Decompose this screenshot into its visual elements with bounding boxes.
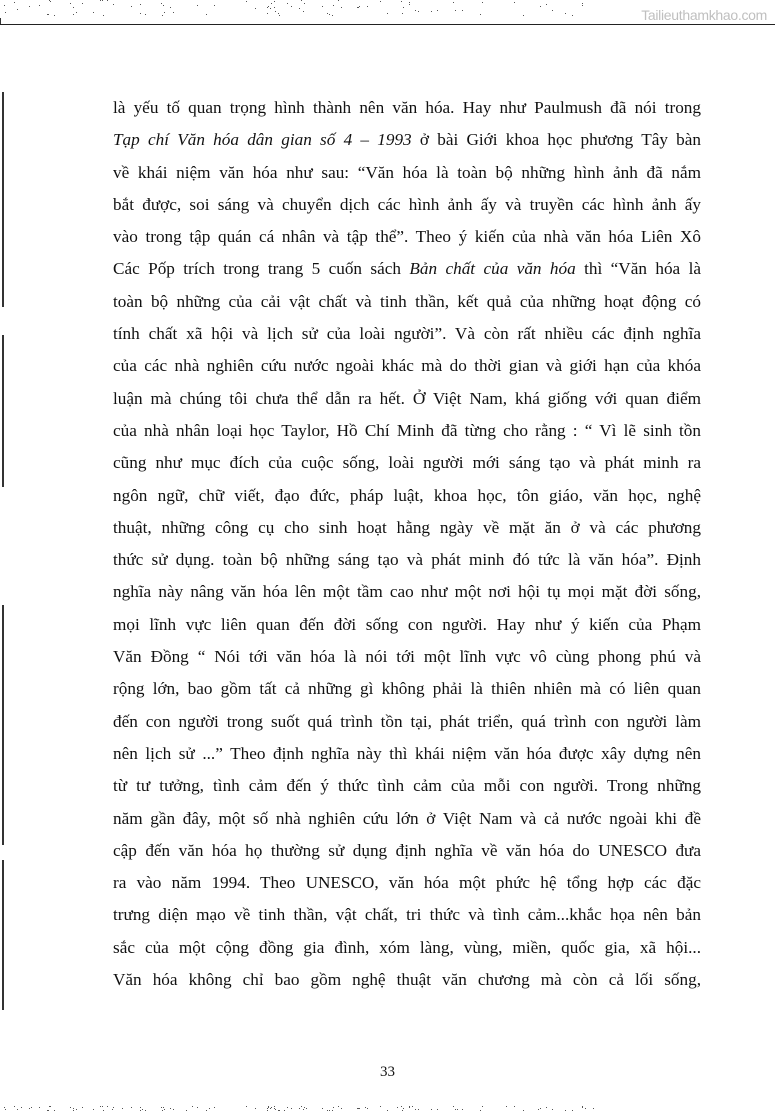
text-line: thức sử dụng. toàn bộ những sáng tạo và phát minh đó tức là văn hóa”. Định — [113, 550, 701, 570]
scan-speckle — [523, 1110, 524, 1111]
scan-speckle — [299, 8, 300, 9]
scan-speckle — [5, 12, 6, 13]
scan-speckle — [387, 13, 388, 14]
scan-speckle — [409, 2, 410, 3]
book-title: Bản chất của văn hóa — [409, 259, 576, 279]
scan-speckle — [246, 1, 247, 2]
scan-speckle — [455, 10, 456, 11]
scan-speckle — [209, 1108, 210, 1109]
scan-speckle — [113, 4, 114, 5]
scan-speckle — [173, 1109, 174, 1110]
scan-speckle — [70, 1107, 71, 1108]
scan-speckle — [4, 5, 5, 6]
scan-speckle — [162, 1110, 163, 1111]
scan-margin-line — [2, 860, 4, 1010]
scan-speckle — [402, 1110, 403, 1111]
scan-speckle — [76, 12, 77, 13]
scan-speckle — [268, 1107, 269, 1108]
scan-speckle — [457, 1109, 458, 1110]
scan-speckle — [246, 1106, 247, 1107]
scan-speckle — [271, 1107, 272, 1108]
scan-speckle — [29, 6, 30, 7]
text-line: thuật, những công cụ cho sinh hoạt hằng ngày về mặt ăn ở và các phương — [113, 517, 701, 537]
text-line: ngôn ngữ, chữ viết, đạo đức, pháp luật, khoa học, tôn giáo, văn học, nghệ — [113, 485, 701, 505]
scan-speckle — [21, 1107, 22, 1108]
scan-margin-line — [2, 92, 4, 307]
scan-speckle — [73, 1110, 74, 1111]
scan-speckle — [100, 0, 101, 1]
scan-speckle — [480, 14, 481, 15]
scan-speckle — [482, 1106, 483, 1107]
scan-speckle — [93, 1109, 94, 1110]
scan-speckle — [401, 1106, 402, 1107]
scan-speckle — [291, 6, 292, 7]
scan-speckle — [47, 14, 48, 15]
scan-speckle — [397, 1107, 398, 1108]
scan-speckle — [333, 5, 334, 6]
scan-speckle — [322, 6, 323, 7]
text-line: Văn hóa không chỉ bao gồm nghệ thuật văn chương mà còn cả lối sống, — [113, 970, 701, 990]
scan-speckle — [359, 1108, 360, 1109]
scan-speckle — [409, 1107, 410, 1108]
scan-speckle — [538, 1109, 539, 1110]
scan-speckle — [192, 1106, 193, 1107]
scan-speckle — [142, 1109, 143, 1110]
scan-speckle — [304, 1107, 305, 1108]
scan-speckle — [303, 11, 304, 12]
scan-margin-line — [2, 335, 4, 487]
scan-speckle — [582, 5, 583, 6]
text-line: sắc của một cộng đồng gia đình, xóm làng, vùng, miền, quốc gia, xã hội... — [113, 937, 701, 957]
scan-speckle — [274, 1106, 275, 1107]
scan-speckle — [329, 14, 330, 15]
scan-speckle — [93, 12, 94, 13]
scan-speckle — [102, 1106, 103, 1107]
scan-speckle — [401, 1, 402, 2]
scan-speckle — [29, 1108, 30, 1109]
scan-speckle — [164, 12, 165, 13]
scan-speckle — [338, 0, 339, 1]
scan-speckle — [267, 1110, 268, 1111]
scan-speckle — [329, 1110, 330, 1111]
scan-speckle — [31, 1107, 32, 1108]
text-line: của nhà nhân loại học Taylor, Hồ Chí Minh đã từng cho rằng : “ Vì lẽ sinh tồn — [113, 420, 701, 440]
text-line: toàn bộ những của cải vật chất và tinh thần, kết quả của những hoạt động có — [113, 291, 701, 311]
scan-speckle — [47, 1110, 48, 1111]
scan-speckle — [112, 1109, 113, 1110]
scan-speckle — [415, 1109, 416, 1110]
scan-speckle — [255, 1108, 256, 1109]
scan-speckle — [48, 14, 49, 15]
scan-speckle — [327, 1110, 328, 1111]
scan-speckle — [170, 1108, 171, 1109]
scan-speckle — [565, 13, 566, 14]
scan-speckle — [5, 1109, 6, 1110]
scan-speckle — [145, 1110, 146, 1111]
scan-speckle — [267, 7, 268, 8]
scan-speckle — [14, 2, 15, 3]
scan-speckle — [197, 1107, 198, 1108]
scan-speckle — [304, 3, 305, 4]
scan-speckle — [275, 1109, 276, 1110]
scan-speckle — [76, 1109, 77, 1110]
scan-speckle — [275, 11, 276, 12]
scan-speckle — [267, 1108, 268, 1109]
scan-speckle — [279, 15, 280, 16]
scan-speckle — [214, 5, 215, 6]
scan-speckle — [82, 1107, 83, 1108]
scan-speckle — [279, 1110, 280, 1111]
scan-speckle — [301, 0, 302, 1]
scan-speckle — [214, 1107, 215, 1108]
scan-speckle — [206, 1110, 207, 1111]
scan-speckle — [418, 1109, 419, 1110]
scan-speckle — [367, 6, 368, 7]
text-line: Các Pốp trích trong trang 5 cuốn sách Bản chất của văn hóa thì “Văn hóa là — [113, 259, 701, 279]
scan-speckle — [103, 15, 104, 16]
page-number: 33 — [380, 1064, 395, 1080]
scan-speckle — [284, 1110, 285, 1111]
scan-speckle — [403, 7, 404, 8]
scan-speckle — [140, 1110, 141, 1111]
text-line: cập đến văn hóa họ thường sử dụng định nghĩa về văn hóa do UNESCO đưa — [113, 840, 701, 860]
scan-speckle — [170, 7, 171, 8]
scan-speckle — [415, 10, 416, 11]
scan-speckle — [585, 1108, 586, 1109]
scan-speckle — [291, 1108, 292, 1109]
text-line: mọi lĩnh vực liên quan đến đời sống con người. Hay như ý kiến của Phạm — [113, 614, 701, 634]
scan-speckle — [338, 1106, 339, 1107]
scan-speckle — [50, 1106, 51, 1107]
scan-speckle — [412, 1106, 413, 1107]
scan-speckle — [523, 15, 524, 16]
scan-speckle — [455, 1109, 456, 1110]
scan-speckle — [14, 1106, 15, 1107]
scan-speckle — [437, 1109, 438, 1110]
scan-speckle — [287, 1107, 288, 1108]
scan-speckle — [552, 10, 553, 11]
scan-speckle — [327, 13, 328, 14]
scan-speckle — [358, 7, 359, 8]
text-line: nghĩa này nâng văn hóa lên một tầm cao như một nơi hội tụ mọi mặt đời sống, — [113, 582, 701, 602]
scan-speckle — [131, 6, 132, 7]
text-line: năm gần đây, một số nhà nghiên cứu lớn ở Việt Nam và cả nước ngoài khi đề — [113, 808, 701, 828]
scan-speckle — [140, 13, 141, 14]
text-line: ra vào năm 1994. Theo UNESCO, văn hóa một phức hệ tổng hợp các đặc — [113, 873, 701, 893]
scan-speckle — [572, 15, 573, 16]
text-line: đến con người trong suốt quá trình tồn tại, phát triển, quá trình con người làm — [113, 711, 701, 731]
scan-speckle — [409, 4, 410, 5]
scan-speckle — [113, 1107, 114, 1108]
scan-speckle — [358, 1108, 359, 1109]
scan-speckle — [453, 1106, 454, 1107]
scan-speckle — [100, 1106, 101, 1107]
scan-speckle — [163, 1107, 164, 1108]
scan-speckle — [163, 5, 164, 6]
scan-speckle — [482, 2, 483, 3]
text-line: cũng như mục đích của cuộc sống, loài người mới sáng tạo và phát minh ra — [113, 453, 701, 473]
scan-speckle — [274, 7, 275, 8]
scan-speckle — [367, 1108, 368, 1109]
scan-speckle — [107, 1106, 108, 1107]
scan-speckle — [572, 1110, 573, 1111]
scan-speckle — [255, 8, 256, 9]
scan-speckle — [122, 1108, 123, 1109]
scan-speckle — [270, 8, 271, 9]
scan-speckle — [552, 1109, 553, 1110]
scan-speckle — [268, 6, 269, 7]
scan-speckle — [380, 1, 381, 2]
journal-title: Tạp chí Văn hóa dân gian số 4 – 1993 — [113, 130, 412, 150]
scan-speckle — [73, 14, 74, 15]
text-line: về khái niệm văn hóa như sau: “Văn hóa là toàn bộ những hình ảnh đã nắm — [113, 162, 701, 182]
scan-speckle — [287, 3, 288, 4]
scan-speckle — [107, 0, 108, 1]
scan-speckle — [341, 1108, 342, 1109]
scan-speckle — [48, 1110, 49, 1111]
scan-speckle — [131, 1107, 132, 1108]
scan-speckle — [278, 13, 279, 14]
scan-speckle — [480, 1110, 481, 1111]
scan-speckle — [162, 15, 163, 16]
text-line: rộng lớn, bao gồm tất cả những gì không phải là thiên nhiên mà có liên quan — [113, 679, 701, 699]
scan-speckle — [267, 13, 268, 14]
scan-speckle — [403, 1108, 404, 1109]
scan-speckle — [387, 1110, 388, 1111]
scan-speckle — [565, 1110, 566, 1111]
scan-speckle — [303, 1109, 304, 1110]
scan-speckle — [593, 1108, 594, 1109]
scan-speckle — [365, 1107, 366, 1108]
scan-speckle — [333, 1107, 334, 1108]
watermark: Tailieuthamkhao.com — [641, 7, 767, 23]
scan-speckle — [54, 15, 55, 16]
scan-speckle — [82, 3, 83, 4]
text-line: là yếu tố quan trọng hình thành nên văn hóa. Hay như Paulmush đã nói trong — [113, 98, 701, 117]
text-line: luận mà chúng tôi chưa thể dẫn ra hết. Ở Việt Nam, khá giống với quan điểm — [113, 388, 701, 408]
scan-speckle — [103, 1110, 104, 1111]
text-line: Văn Đồng “ Nói tới văn hóa là nói tới một lĩnh vực vô cùng phong phú và — [113, 647, 701, 667]
scan-speckle — [546, 4, 547, 5]
scan-speckle — [546, 1107, 547, 1108]
text-line: của các nhà nghiên cứu nước ngoài khác mà do thời gian và giới hạn của khóa — [113, 356, 701, 376]
scan-speckle — [73, 7, 74, 8]
scan-speckle — [270, 1108, 271, 1109]
scan-speckle — [197, 5, 198, 6]
scan-speckle — [453, 2, 454, 3]
scan-speckle — [514, 2, 515, 3]
scan-speckle — [380, 1106, 381, 1107]
scan-speckle — [431, 1109, 432, 1110]
text-line: vào trong tập quán cá nhân và tập thể”. Theo ý kiến của nhà văn hóa Liên Xô — [113, 227, 701, 247]
scan-speckle — [359, 6, 360, 7]
scan-speckle — [145, 14, 146, 15]
scan-speckle — [299, 1108, 300, 1109]
scan-speckle — [70, 3, 71, 4]
scan-speckle — [39, 1107, 40, 1108]
scan-speckle — [164, 1109, 165, 1110]
scan-speckle — [39, 5, 40, 6]
scan-speckle — [437, 10, 438, 11]
scan-speckle — [514, 1106, 515, 1107]
scan-footer-noise — [0, 1106, 775, 1112]
scan-speckle — [161, 1107, 162, 1108]
scan-speckle — [322, 1108, 323, 1109]
text-line: từ tư tưởng, tình cảm đến ý thức tình cảm của mỗi con người. Trong những — [113, 776, 701, 796]
scan-speckle — [186, 1110, 187, 1111]
scan-speckle — [271, 3, 272, 4]
scan-speckle — [582, 3, 583, 4]
scan-speckle — [506, 1106, 507, 1107]
scan-speckle — [582, 1107, 583, 1108]
scan-speckle — [54, 1110, 55, 1111]
scan-speckle — [341, 7, 342, 8]
scan-speckle — [173, 12, 174, 13]
scan-speckle — [73, 1108, 74, 1109]
text-line: Tạp chí Văn hóa dân gian số 4 – 1993 ở bài Giới khoa học phương Tây bàn — [113, 130, 701, 150]
text-line: trưng diện mạo về tinh thần, vật chất, tri thức và tình cảm...khắc họa nên bản — [113, 905, 701, 925]
scan-speckle — [306, 1108, 307, 1109]
scan-speckle — [161, 3, 162, 4]
scan-speckle — [462, 10, 463, 11]
scan-speckle — [102, 0, 103, 1]
scan-speckle — [540, 1108, 541, 1109]
scan-speckle — [17, 9, 18, 10]
scan-speckle — [140, 4, 141, 5]
text-line: bắt được, soi sáng và chuyển dịch các hình ảnh ấy và truyền các hình ảnh ấy — [113, 194, 701, 214]
header-rule — [0, 24, 775, 25]
text-line: nên lịch sử ...” Theo định nghĩa này thì khái niệm văn hóa được xây dựng nên — [113, 743, 701, 763]
scan-speckle — [418, 11, 419, 12]
scan-speckle — [462, 1109, 463, 1110]
scan-speckle — [274, 1, 275, 2]
scan-speckle — [50, 1, 51, 2]
scan-margin-line — [2, 605, 4, 845]
scan-speckle — [4, 1107, 5, 1108]
scan-speckle — [140, 1107, 141, 1108]
scan-speckle — [301, 1106, 302, 1107]
text-line: tính chất xã hội và lịch sử của loài người”. Và còn rất nhiều các định nghĩa — [113, 324, 701, 344]
scan-speckle — [332, 1110, 333, 1111]
scan-speckle — [540, 6, 541, 7]
scan-speckle — [402, 13, 403, 14]
scan-speckle — [206, 14, 207, 15]
scan-speckle — [17, 1109, 18, 1110]
body-text — [113, 92, 701, 996]
scan-speckle — [431, 11, 432, 12]
scan-speckle — [332, 15, 333, 16]
scan-speckle — [268, 1106, 269, 1107]
